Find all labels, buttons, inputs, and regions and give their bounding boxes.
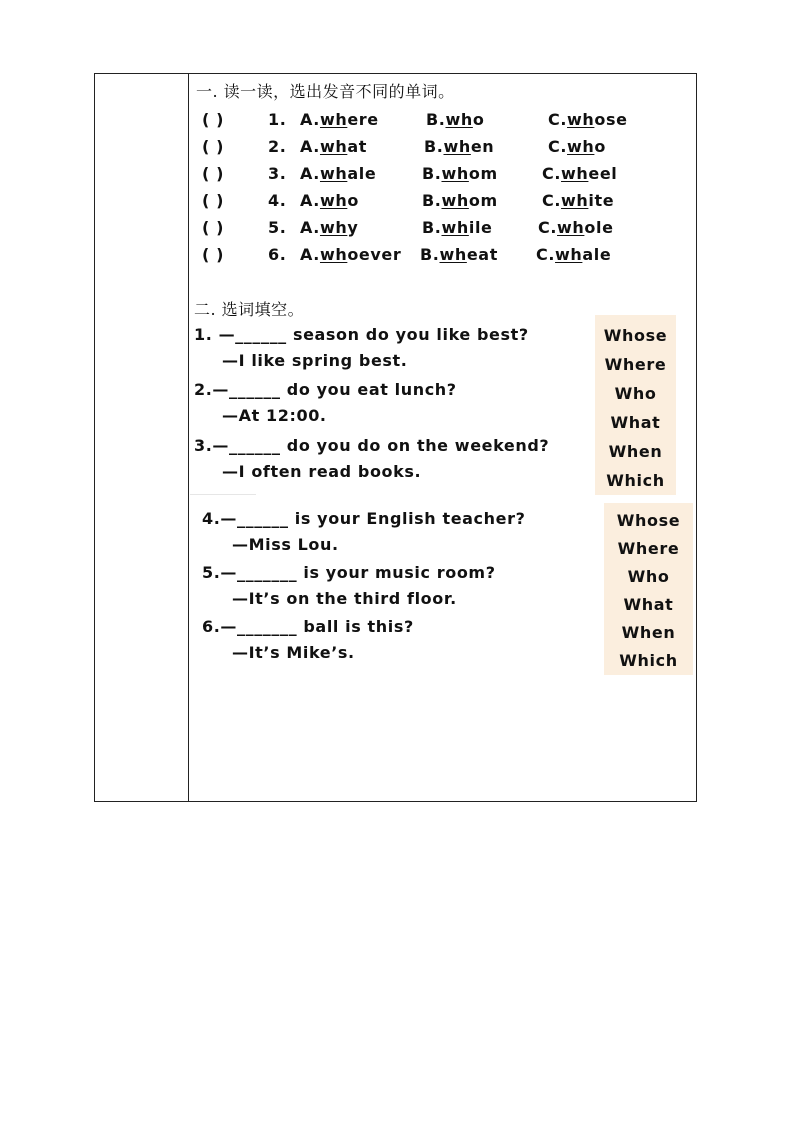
item-number: 1.: [268, 110, 287, 129]
answer-paren: ( ): [202, 191, 224, 210]
option-c: C.whose: [548, 110, 628, 129]
option-c: C.whole: [538, 218, 614, 237]
word-bank-item: Who: [627, 567, 670, 586]
answer-2: —At 12:00.: [222, 406, 327, 425]
word-bank-item: When: [608, 442, 663, 461]
word-bank-item: Which: [619, 651, 678, 670]
option-c: C.wheel: [542, 164, 618, 183]
option-a: A.whale: [300, 164, 377, 183]
answer-paren: ( ): [202, 245, 224, 264]
word-bank-item: What: [610, 413, 661, 432]
answer-paren: ( ): [202, 164, 224, 183]
word-bank-item: When: [621, 623, 676, 642]
question-6: 6.—_______ ball is this?: [202, 617, 414, 636]
item-number: 5.: [268, 218, 287, 237]
answer-6: —It’s Mike’s.: [232, 643, 355, 662]
answer-paren: ( ): [202, 218, 224, 237]
answer-paren: ( ): [202, 110, 224, 129]
divider-line: [190, 494, 256, 495]
word-bank-1: [595, 315, 676, 495]
option-a: A.who: [300, 191, 359, 210]
item-number: 6.: [268, 245, 287, 264]
word-bank-item: Whose: [616, 511, 681, 530]
option-b: B.wheat: [420, 245, 498, 264]
option-c: C.white: [542, 191, 615, 210]
word-bank-item: Who: [614, 384, 657, 403]
item-number: 3.: [268, 164, 287, 183]
question-5: 5.—_______ is your music room?: [202, 563, 496, 582]
word-bank-item: What: [623, 595, 674, 614]
word-bank-item: Where: [617, 539, 680, 558]
word-bank-item: Where: [604, 355, 667, 374]
option-c: C.who: [548, 137, 606, 156]
option-b: B.while: [422, 218, 493, 237]
option-b: B.who: [426, 110, 485, 129]
answer-5: —It’s on the third floor.: [232, 589, 457, 608]
option-a: A.what: [300, 137, 367, 156]
answer-paren: ( ): [202, 137, 224, 156]
word-bank-item: Whose: [603, 326, 668, 345]
question-2: 2.—______ do you eat lunch?: [194, 380, 457, 399]
answer-1: —I like spring best.: [222, 351, 408, 370]
word-bank-item: Which: [606, 471, 665, 490]
option-a: A.where: [300, 110, 379, 129]
section2-heading: 二. 选词填空。: [194, 300, 305, 319]
item-number: 2.: [268, 137, 287, 156]
item-number: 4.: [268, 191, 287, 210]
question-4: 4.—______ is your English teacher?: [202, 509, 526, 528]
word-bank-2: [604, 503, 693, 675]
answer-3: —I often read books.: [222, 462, 422, 481]
question-3: 3.—______ do you do on the weekend?: [194, 436, 550, 455]
option-c: C.whale: [536, 245, 612, 264]
option-a: A.whoever: [300, 245, 402, 264]
option-b: B.when: [424, 137, 495, 156]
option-a: A.why: [300, 218, 359, 237]
column-divider: [188, 73, 189, 802]
answer-4: —Miss Lou.: [232, 535, 339, 554]
option-b: B.whom: [422, 164, 498, 183]
section1-heading: 一. 读一读，选出发音不同的单词。: [196, 82, 455, 101]
option-b: B.whom: [422, 191, 498, 210]
question-1: 1. —______ season do you like best?: [194, 325, 529, 344]
